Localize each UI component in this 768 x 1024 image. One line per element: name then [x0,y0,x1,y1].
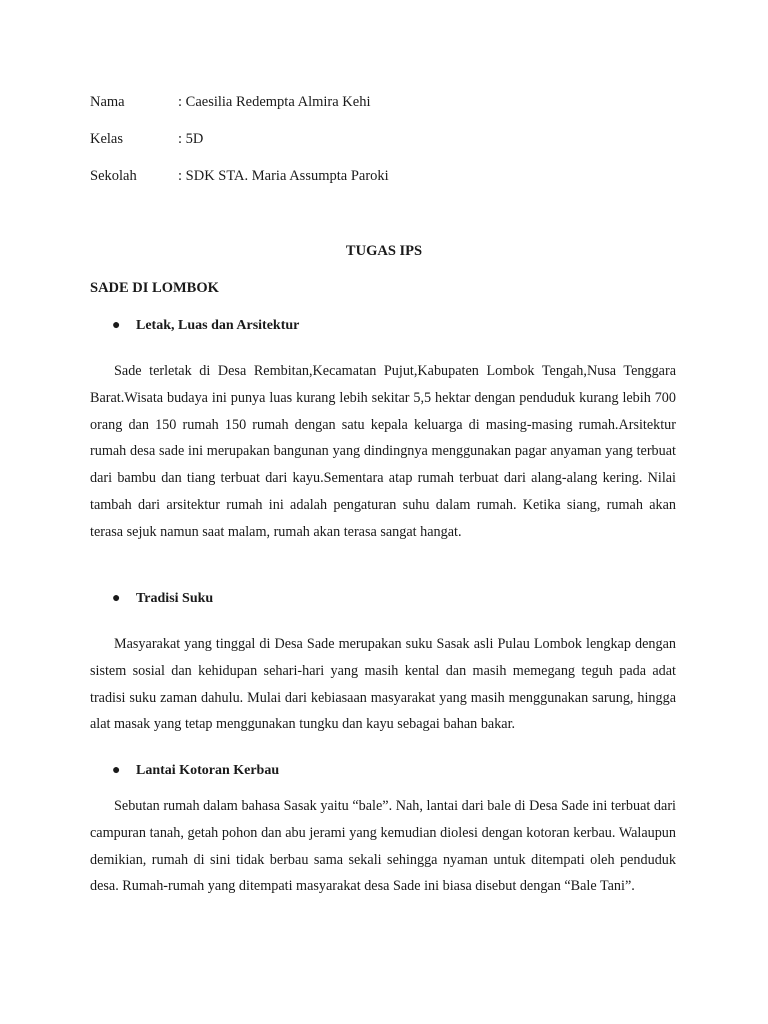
section-heading-lantai [112,760,279,782]
section-paragraph-letak: Sade terletak di Desa Rembitan,Kecamatan Pujut,Kabupaten Lombok Tengah,Nusa Tenggara Barat.Wisata budaya ini punya luas kurang lebih sekitar 5,5 hektar dengan penduduk kurang lebih 700 orang dan 150 rumah 150 rumah dengan satu kepala keluarga di masing-masing rumah.Arsitektur rumah desa sade ini merupakan bangunan yang dindingnya menggunakan pagar anyaman yang terbuat dari bambu dan tiang terbuat dari kayu.Sementara atap rumah terbuat dari alang-alang kering. Nilai tambah dari arsitektur rumah ini adalah pengaturan suhu dalam rumah. Ketika siang, rumah akan terasa sejuk namun saat malam, rumah akan terasa sangat hangat. [90,363,676,540]
document-subtitle: SADE DI LOMBOK [90,280,219,296]
info-row-nama [90,91,370,113]
sekolah-label: Sekolah [90,168,137,184]
kelas-label: Kelas [90,131,124,147]
bullet-icon: ● [112,763,121,778]
section-paragraph-tradisi: Masyarakat yang tinggal di Desa Sade merupakan suku Sasak asli Pulau Lombok lengkap dengan sistem sosial dan kehidupan sehari-hari yang masih kental dan masih memegang teguh pada adat tradisi suku zaman dahulu. Mulai dari kebiasaan masyarakat yang masih menggunakan sarung, hingga alat masak yang tetap menggunakan tungku dan kayu sebagai bahan bakar. [90,636,676,733]
section-paragraph-lantai: Sebutan rumah dalam bahasa Sasak yaitu “bale”. Nah, lantai dari bale di Desa Sade ini terbuat dari campuran tanah, getah pohon dan abu jerami yang kemudian diolesi dengan kotoran kerbau. Walaupun demikian, rumah di sini tidak berbau sama sekali sehingga nyaman untuk ditempati oleh penduduk desa. Rumah-rumah yang ditempati masyarakat desa Sade ini biasa disebut dengan “Bale Tani”. [90,798,676,895]
section-heading-letak [112,315,299,337]
section-heading-label: Tradisi Suku [136,591,214,606]
nama-label: Nama [90,94,125,110]
sekolah-value: : SDK STA. Maria Assumpta Paroki [178,168,389,184]
info-row-kelas [90,128,203,150]
nama-value: : Caesilia Redempta Almira Kehi [178,94,371,110]
bullet-icon: ● [112,318,121,333]
document-title: TUGAS IPS [345,243,423,259]
section-heading-label: Lantai Kotoran Kerbau [136,763,280,778]
kelas-value: : 5D [178,131,204,147]
info-row-sekolah [90,165,389,187]
section-heading-tradisi [112,588,213,610]
bullet-icon: ● [112,591,121,606]
section-heading-label: Letak, Luas dan Arsitektur [136,318,300,333]
